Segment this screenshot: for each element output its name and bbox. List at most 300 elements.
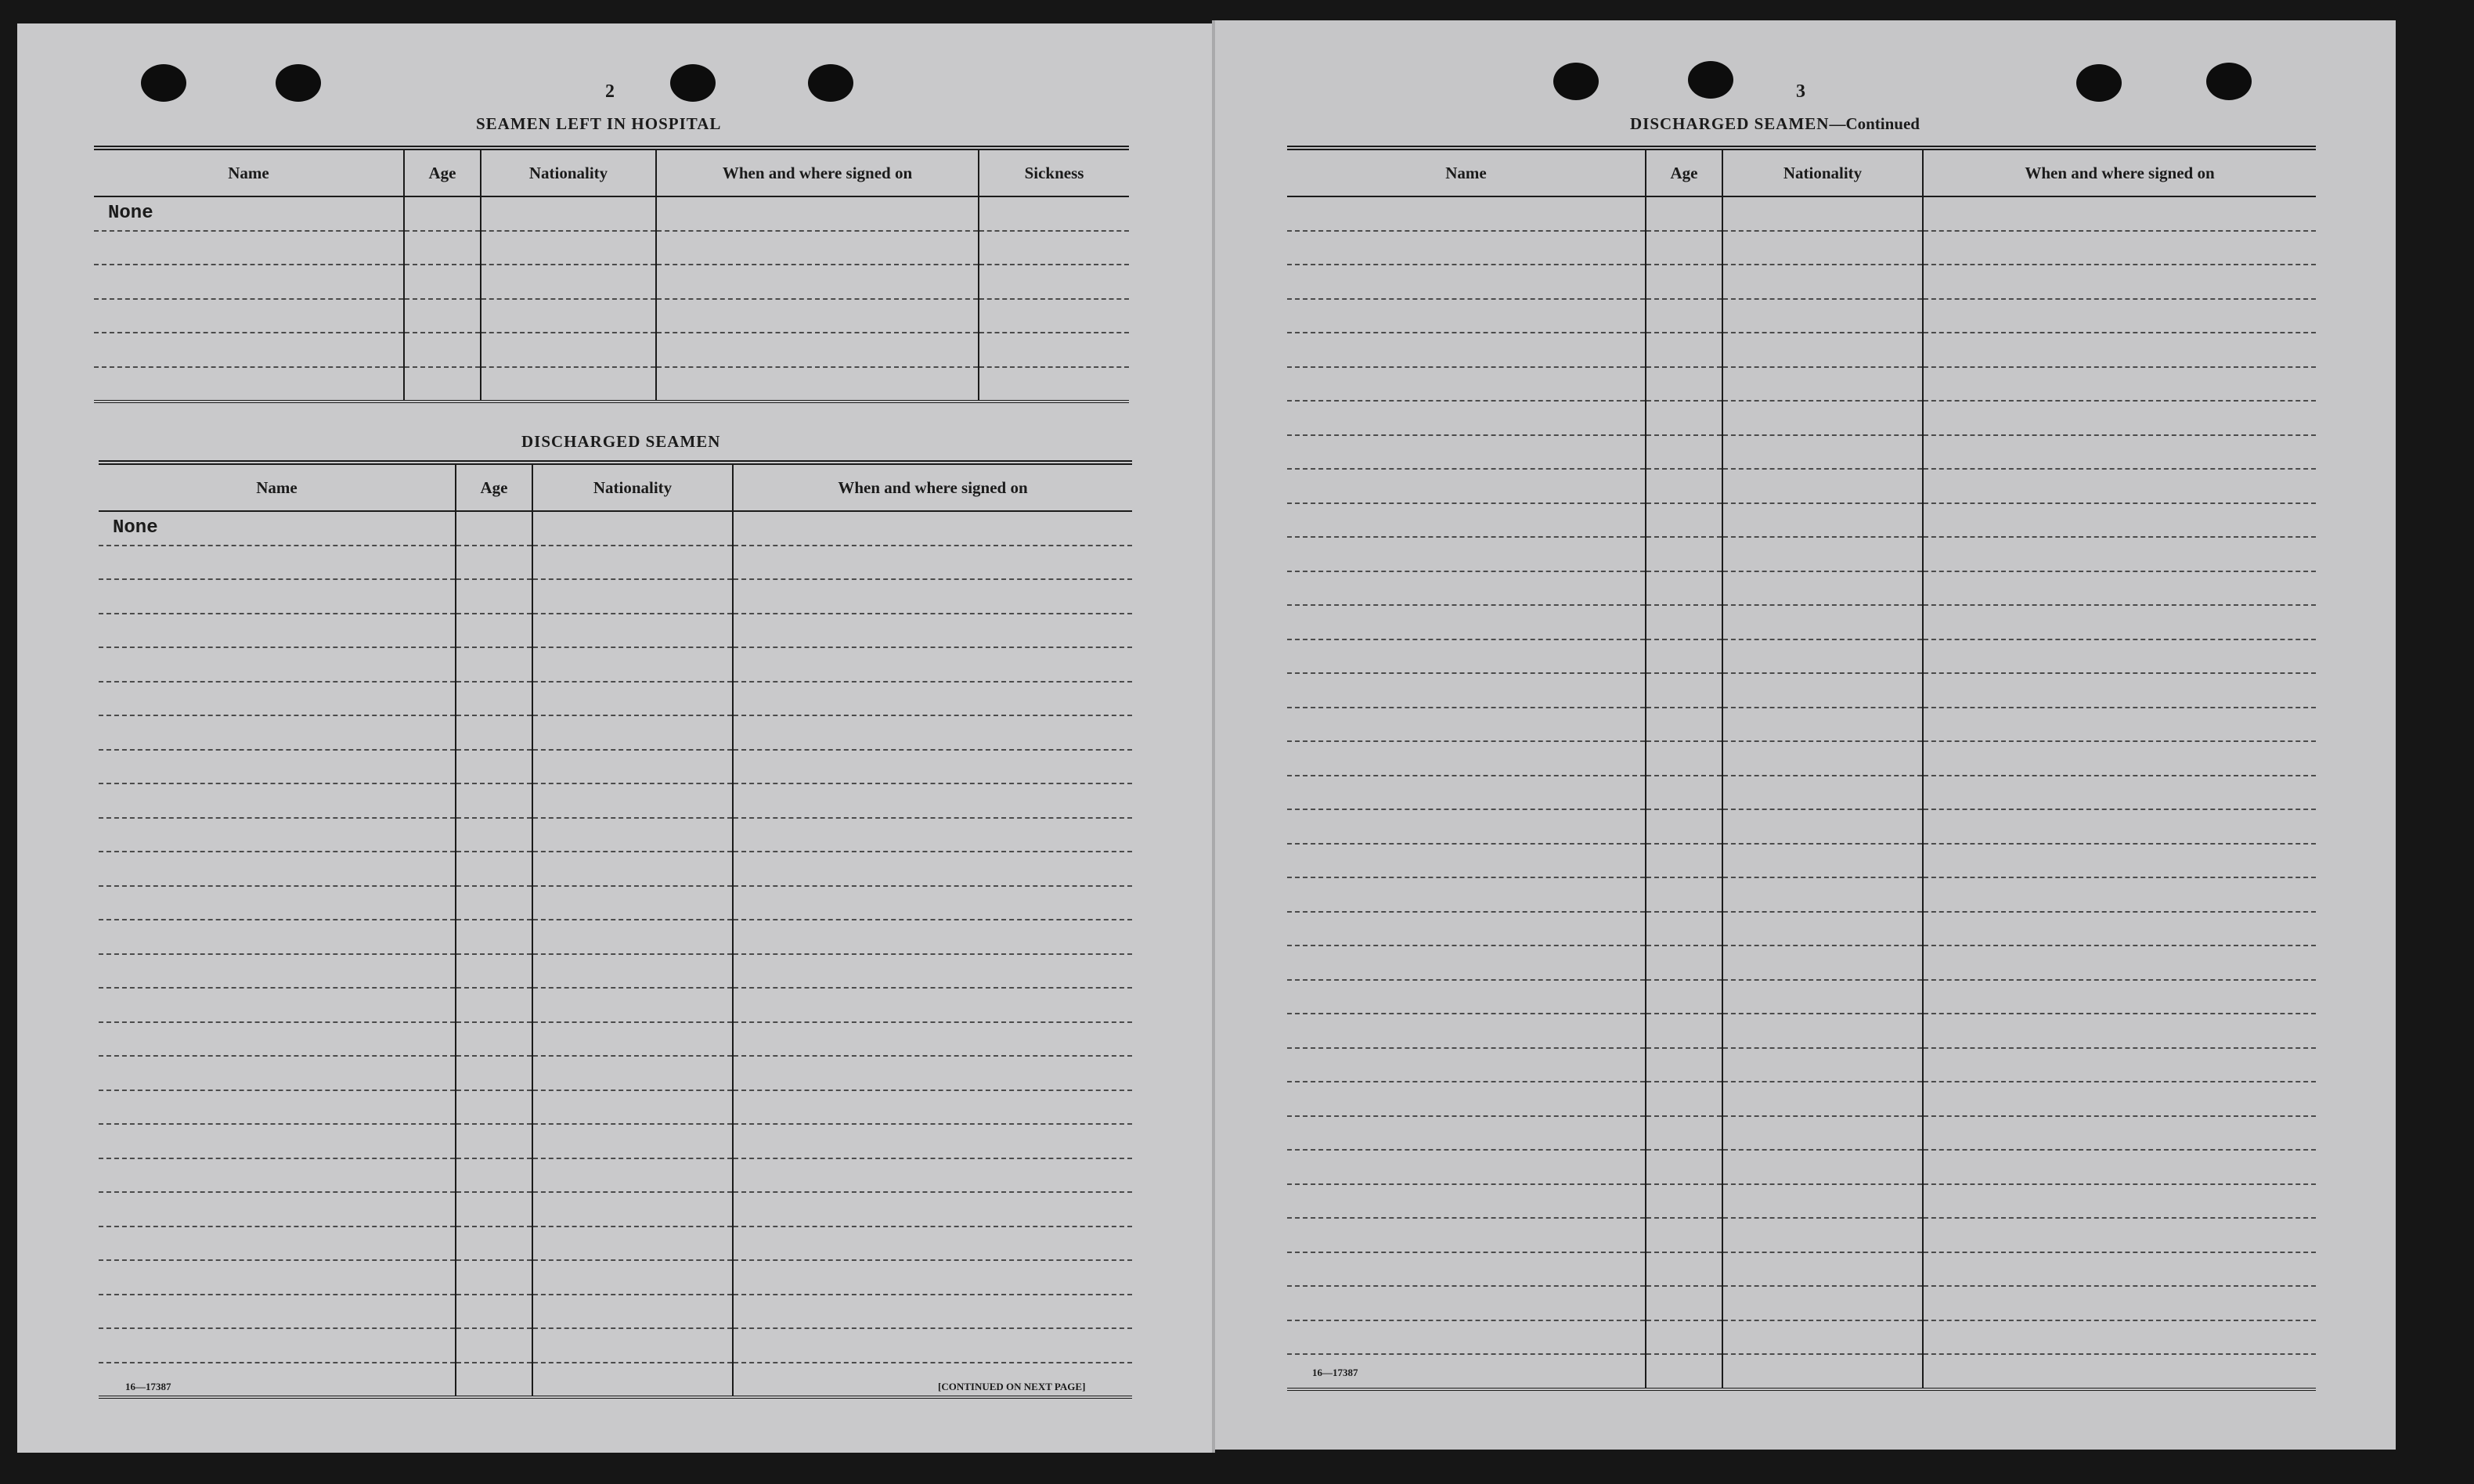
table-cell xyxy=(1923,946,2316,980)
table-cell xyxy=(1646,741,1722,776)
table-cell xyxy=(1722,1354,1923,1389)
table-cell xyxy=(733,1260,1132,1295)
table-cell xyxy=(99,1056,456,1090)
table-cell xyxy=(1646,605,1722,639)
table-cell xyxy=(1923,1354,2316,1389)
table-cell xyxy=(733,682,1132,716)
table-cell xyxy=(1646,1252,1722,1287)
table-cell xyxy=(99,818,456,852)
punch-hole xyxy=(670,64,716,102)
table-cell xyxy=(456,1363,532,1398)
table-row xyxy=(99,1158,1132,1193)
table-cell xyxy=(656,265,979,299)
punch-hole xyxy=(1553,63,1599,100)
table-cell xyxy=(1646,571,1722,606)
table-cell xyxy=(532,954,733,989)
table-row xyxy=(1287,639,2316,674)
table-cell xyxy=(1923,809,2316,844)
column-header-sickness: Sickness xyxy=(979,148,1129,196)
table-cell xyxy=(456,886,532,920)
table-cell xyxy=(1923,673,2316,708)
table-cell xyxy=(733,818,1132,852)
table-cell xyxy=(1923,1116,2316,1151)
table-cell xyxy=(456,647,532,682)
table-cell xyxy=(733,1090,1132,1125)
table-cell xyxy=(1646,1354,1722,1389)
form-number: 16—17387 xyxy=(1312,1367,1358,1378)
table-cell xyxy=(532,920,733,954)
table-cell xyxy=(1287,1014,1646,1048)
table-cell xyxy=(1923,980,2316,1014)
table-cell xyxy=(532,1260,733,1295)
table-cell xyxy=(1923,708,2316,742)
table-cell xyxy=(456,818,532,852)
table-cell xyxy=(1923,605,2316,639)
table-cell xyxy=(1287,1184,1646,1219)
table-row xyxy=(94,299,1129,333)
table-cell xyxy=(532,750,733,784)
table-cell xyxy=(979,367,1129,402)
table-cell xyxy=(1646,809,1722,844)
table-cell xyxy=(1287,912,1646,946)
table-cell xyxy=(99,1090,456,1125)
table-row xyxy=(99,511,1132,546)
table-cell xyxy=(1923,1252,2316,1287)
table-cell xyxy=(656,367,979,402)
table-cell xyxy=(532,1022,733,1057)
table-cell xyxy=(481,196,656,231)
table-cell xyxy=(481,231,656,265)
table-row xyxy=(1287,673,2316,708)
table-cell: None xyxy=(99,511,456,546)
column-header-nationality: Nationality xyxy=(1722,148,1923,196)
table-cell xyxy=(1646,877,1722,912)
table-cell xyxy=(733,852,1132,886)
table-cell xyxy=(99,988,456,1022)
table-row xyxy=(1287,776,2316,810)
discharged-table xyxy=(99,460,1132,1399)
table-cell xyxy=(733,954,1132,989)
table-cell xyxy=(733,1192,1132,1226)
table-cell xyxy=(733,1295,1132,1329)
table-cell xyxy=(1923,844,2316,878)
table-cell xyxy=(1923,1048,2316,1082)
form-number: 16—17387 xyxy=(125,1381,171,1392)
table-cell xyxy=(532,1192,733,1226)
column-header-age: Age xyxy=(456,463,532,511)
table-cell xyxy=(456,1124,532,1158)
table-cell xyxy=(99,1158,456,1193)
table-cell xyxy=(1646,1116,1722,1151)
column-header-signed-on: When and where signed on xyxy=(733,463,1132,511)
table-cell xyxy=(733,1328,1132,1363)
table-cell xyxy=(1287,1218,1646,1252)
table-row xyxy=(99,783,1132,818)
table-row xyxy=(1287,980,2316,1014)
table-cell xyxy=(99,886,456,920)
punch-hole xyxy=(276,64,321,102)
table-row xyxy=(1287,1014,2316,1048)
table-cell xyxy=(1646,673,1722,708)
table-cell xyxy=(456,1260,532,1295)
table-cell xyxy=(1722,571,1923,606)
table-row xyxy=(99,1124,1132,1158)
table-cell xyxy=(1287,673,1646,708)
table-cell xyxy=(99,1260,456,1295)
table-cell xyxy=(1722,196,1923,231)
table-cell xyxy=(1722,639,1923,674)
table-cell xyxy=(1923,367,2316,402)
table-cell xyxy=(1287,265,1646,299)
table-cell xyxy=(532,1090,733,1125)
table-row xyxy=(99,988,1132,1022)
table-cell xyxy=(99,1022,456,1057)
table-row xyxy=(1287,844,2316,878)
table-cell xyxy=(733,614,1132,648)
table-row xyxy=(1287,401,2316,435)
table-cell xyxy=(532,614,733,648)
table-cell xyxy=(532,852,733,886)
table-row xyxy=(1287,503,2316,538)
table-cell xyxy=(1722,1286,1923,1320)
column-header-age: Age xyxy=(1646,148,1722,196)
table-cell xyxy=(1722,1150,1923,1184)
column-header-name: Name xyxy=(99,463,456,511)
table-header-row xyxy=(1287,148,2316,196)
punch-hole xyxy=(141,64,186,102)
page-number: 3 xyxy=(1796,81,1805,102)
table-row xyxy=(1287,367,2316,402)
table-cell xyxy=(99,1295,456,1329)
table-row xyxy=(94,196,1129,231)
table-cell xyxy=(979,196,1129,231)
table-cell xyxy=(1923,401,2316,435)
table-cell xyxy=(99,1328,456,1363)
table-row xyxy=(94,367,1129,402)
table-row xyxy=(1287,231,2316,265)
table-row xyxy=(99,886,1132,920)
table-cell xyxy=(1722,333,1923,367)
table-row xyxy=(1287,299,2316,333)
column-header-signed-on: When and where signed on xyxy=(656,148,979,196)
table-row xyxy=(94,265,1129,299)
table-cell xyxy=(456,783,532,818)
table-cell xyxy=(1923,299,2316,333)
table-cell xyxy=(1722,1320,1923,1355)
table-row xyxy=(99,1090,1132,1125)
table-cell xyxy=(404,333,481,367)
table-cell xyxy=(1923,741,2316,776)
table-cell xyxy=(656,196,979,231)
table-row xyxy=(99,920,1132,954)
table-cell xyxy=(1722,1218,1923,1252)
table-cell xyxy=(456,511,532,546)
table-cell xyxy=(532,682,733,716)
table-cell xyxy=(1287,708,1646,742)
table-cell xyxy=(1722,844,1923,878)
table-row xyxy=(1287,333,2316,367)
table-row xyxy=(1287,809,2316,844)
punch-hole xyxy=(2206,63,2252,100)
punch-hole xyxy=(808,64,853,102)
table-cell xyxy=(1722,877,1923,912)
table-cell xyxy=(99,1192,456,1226)
table-cell xyxy=(1287,1082,1646,1116)
table-cell xyxy=(532,1226,733,1261)
table-cell xyxy=(733,750,1132,784)
table-cell xyxy=(1646,537,1722,571)
table-cell xyxy=(1646,1320,1722,1355)
table-cell xyxy=(1287,571,1646,606)
table-cell xyxy=(532,1295,733,1329)
table-cell xyxy=(1722,401,1923,435)
table-cell xyxy=(1287,435,1646,470)
table-cell xyxy=(532,546,733,580)
table-cell xyxy=(1923,776,2316,810)
table-row xyxy=(1287,1320,2316,1355)
table-cell xyxy=(456,682,532,716)
table-cell xyxy=(94,367,404,402)
table-cell xyxy=(1287,469,1646,503)
table-cell xyxy=(1722,980,1923,1014)
table-cell xyxy=(481,333,656,367)
table-row xyxy=(94,333,1129,367)
table-cell xyxy=(1287,1116,1646,1151)
table-row xyxy=(1287,537,2316,571)
discharged-continued-table xyxy=(1287,146,2316,1391)
table-cell xyxy=(1722,912,1923,946)
table-cell xyxy=(733,715,1132,750)
table-cell xyxy=(99,579,456,614)
table-cell xyxy=(532,647,733,682)
table-cell xyxy=(1287,401,1646,435)
table-cell xyxy=(1923,1184,2316,1219)
table-cell xyxy=(1287,809,1646,844)
table-row xyxy=(1287,1082,2316,1116)
table-cell xyxy=(456,988,532,1022)
table-cell xyxy=(99,715,456,750)
table-row xyxy=(99,579,1132,614)
table-row xyxy=(1287,571,2316,606)
title-continued: —Continued xyxy=(1829,114,1920,133)
page-number: 2 xyxy=(605,81,615,102)
table-cell xyxy=(1646,503,1722,538)
table-row xyxy=(99,1022,1132,1057)
table-cell xyxy=(979,299,1129,333)
table-cell xyxy=(1646,1286,1722,1320)
table-row xyxy=(99,1328,1132,1363)
table-cell xyxy=(1287,844,1646,878)
table-row xyxy=(99,1226,1132,1261)
table-cell xyxy=(1722,299,1923,333)
table-row xyxy=(1287,1286,2316,1320)
table-cell xyxy=(1646,401,1722,435)
table-cell xyxy=(1287,1320,1646,1355)
table-cell xyxy=(1722,809,1923,844)
table-cell xyxy=(1923,1286,2316,1320)
table-cell xyxy=(532,715,733,750)
table-cell xyxy=(1923,877,2316,912)
table-cell xyxy=(532,1363,733,1398)
table-cell xyxy=(532,579,733,614)
table-cell xyxy=(1722,1116,1923,1151)
table-row xyxy=(1287,605,2316,639)
table-cell xyxy=(1646,299,1722,333)
table-cell xyxy=(1923,503,2316,538)
table-cell xyxy=(1646,1184,1722,1219)
table-row xyxy=(1287,1218,2316,1252)
table-cell xyxy=(733,546,1132,580)
table-cell xyxy=(733,1022,1132,1057)
table-cell xyxy=(733,579,1132,614)
table-cell xyxy=(1287,503,1646,538)
discharged-section-title: DISCHARGED SEAMEN xyxy=(521,432,721,451)
table-cell xyxy=(532,1158,733,1193)
table-cell xyxy=(1646,1150,1722,1184)
table-cell xyxy=(456,1022,532,1057)
table-row xyxy=(99,1260,1132,1295)
table-row xyxy=(1287,1252,2316,1287)
table-cell xyxy=(1287,1048,1646,1082)
table-cell xyxy=(456,954,532,989)
table-cell xyxy=(1646,1082,1722,1116)
table-cell xyxy=(1646,333,1722,367)
table-cell xyxy=(532,1056,733,1090)
table-cell xyxy=(99,546,456,580)
table-cell xyxy=(99,1124,456,1158)
table-cell xyxy=(456,579,532,614)
punch-hole xyxy=(1688,61,1733,99)
table-row xyxy=(99,1056,1132,1090)
table-cell xyxy=(1722,1048,1923,1082)
column-header-nationality: Nationality xyxy=(532,463,733,511)
table-cell xyxy=(1722,1014,1923,1048)
table-cell xyxy=(1923,196,2316,231)
table-cell xyxy=(656,299,979,333)
table-cell xyxy=(481,367,656,402)
table-cell xyxy=(456,750,532,784)
table-cell xyxy=(1722,537,1923,571)
table-cell xyxy=(733,647,1132,682)
table-cell xyxy=(404,231,481,265)
table-cell xyxy=(1646,912,1722,946)
table-cell xyxy=(1722,435,1923,470)
table-cell xyxy=(99,1226,456,1261)
table-cell xyxy=(1646,980,1722,1014)
table-row xyxy=(99,1192,1132,1226)
table-cell xyxy=(1923,469,2316,503)
table-header-row xyxy=(99,463,1132,511)
table-cell xyxy=(1646,776,1722,810)
table-cell xyxy=(456,715,532,750)
table-cell xyxy=(1923,435,2316,470)
table-cell xyxy=(94,265,404,299)
table-cell xyxy=(1646,196,1722,231)
table-row xyxy=(1287,469,2316,503)
table-row xyxy=(99,682,1132,716)
table-cell xyxy=(99,920,456,954)
table-cell xyxy=(1646,435,1722,470)
table-row xyxy=(1287,912,2316,946)
table-cell xyxy=(532,988,733,1022)
table-cell xyxy=(1646,367,1722,402)
table-row xyxy=(99,614,1132,648)
table-cell xyxy=(1646,844,1722,878)
table-cell xyxy=(1646,639,1722,674)
hospital-table xyxy=(94,146,1129,403)
table-cell xyxy=(1646,1014,1722,1048)
table-cell xyxy=(1923,639,2316,674)
table-cell xyxy=(1287,776,1646,810)
table-cell xyxy=(456,1192,532,1226)
table-cell xyxy=(1287,639,1646,674)
table-cell: None xyxy=(94,196,404,231)
table-cell xyxy=(979,231,1129,265)
table-cell xyxy=(1923,912,2316,946)
table-cell xyxy=(1722,776,1923,810)
table-row xyxy=(1287,946,2316,980)
table-cell xyxy=(404,367,481,402)
table-cell xyxy=(1287,231,1646,265)
table-row xyxy=(99,1295,1132,1329)
table-cell xyxy=(1722,708,1923,742)
table-cell xyxy=(1287,367,1646,402)
table-cell xyxy=(456,1328,532,1363)
table-cell xyxy=(1923,1014,2316,1048)
table-row xyxy=(99,647,1132,682)
table-cell xyxy=(1722,231,1923,265)
table-cell xyxy=(1923,1218,2316,1252)
table-cell xyxy=(1722,1184,1923,1219)
table-row xyxy=(99,818,1132,852)
table-cell xyxy=(733,988,1132,1022)
continued-note: [CONTINUED ON NEXT PAGE] xyxy=(938,1381,1086,1392)
table-cell xyxy=(404,299,481,333)
table-cell xyxy=(733,920,1132,954)
table-cell xyxy=(733,1124,1132,1158)
table-cell xyxy=(1287,299,1646,333)
column-header-signed-on: When and where signed on xyxy=(1923,148,2316,196)
table-cell xyxy=(99,783,456,818)
table-cell xyxy=(1923,537,2316,571)
table-cell xyxy=(94,299,404,333)
table-cell xyxy=(99,954,456,989)
table-cell xyxy=(532,818,733,852)
table-cell xyxy=(1287,537,1646,571)
table-cell xyxy=(99,852,456,886)
column-header-nationality: Nationality xyxy=(481,148,656,196)
table-cell xyxy=(1923,571,2316,606)
table-cell xyxy=(1722,367,1923,402)
table-cell xyxy=(1646,231,1722,265)
table-row xyxy=(1287,1116,2316,1151)
column-header-name: Name xyxy=(1287,148,1646,196)
table-cell xyxy=(1923,333,2316,367)
table-cell xyxy=(1722,741,1923,776)
table-cell xyxy=(532,783,733,818)
table-cell xyxy=(1287,605,1646,639)
table-cell xyxy=(99,682,456,716)
table-cell xyxy=(1923,1320,2316,1355)
table-row xyxy=(1287,1048,2316,1082)
table-cell xyxy=(1287,741,1646,776)
table-row xyxy=(99,852,1132,886)
table-row xyxy=(99,954,1132,989)
table-cell xyxy=(1722,469,1923,503)
table-cell xyxy=(99,647,456,682)
table-row xyxy=(1287,741,2316,776)
table-cell xyxy=(733,1158,1132,1193)
